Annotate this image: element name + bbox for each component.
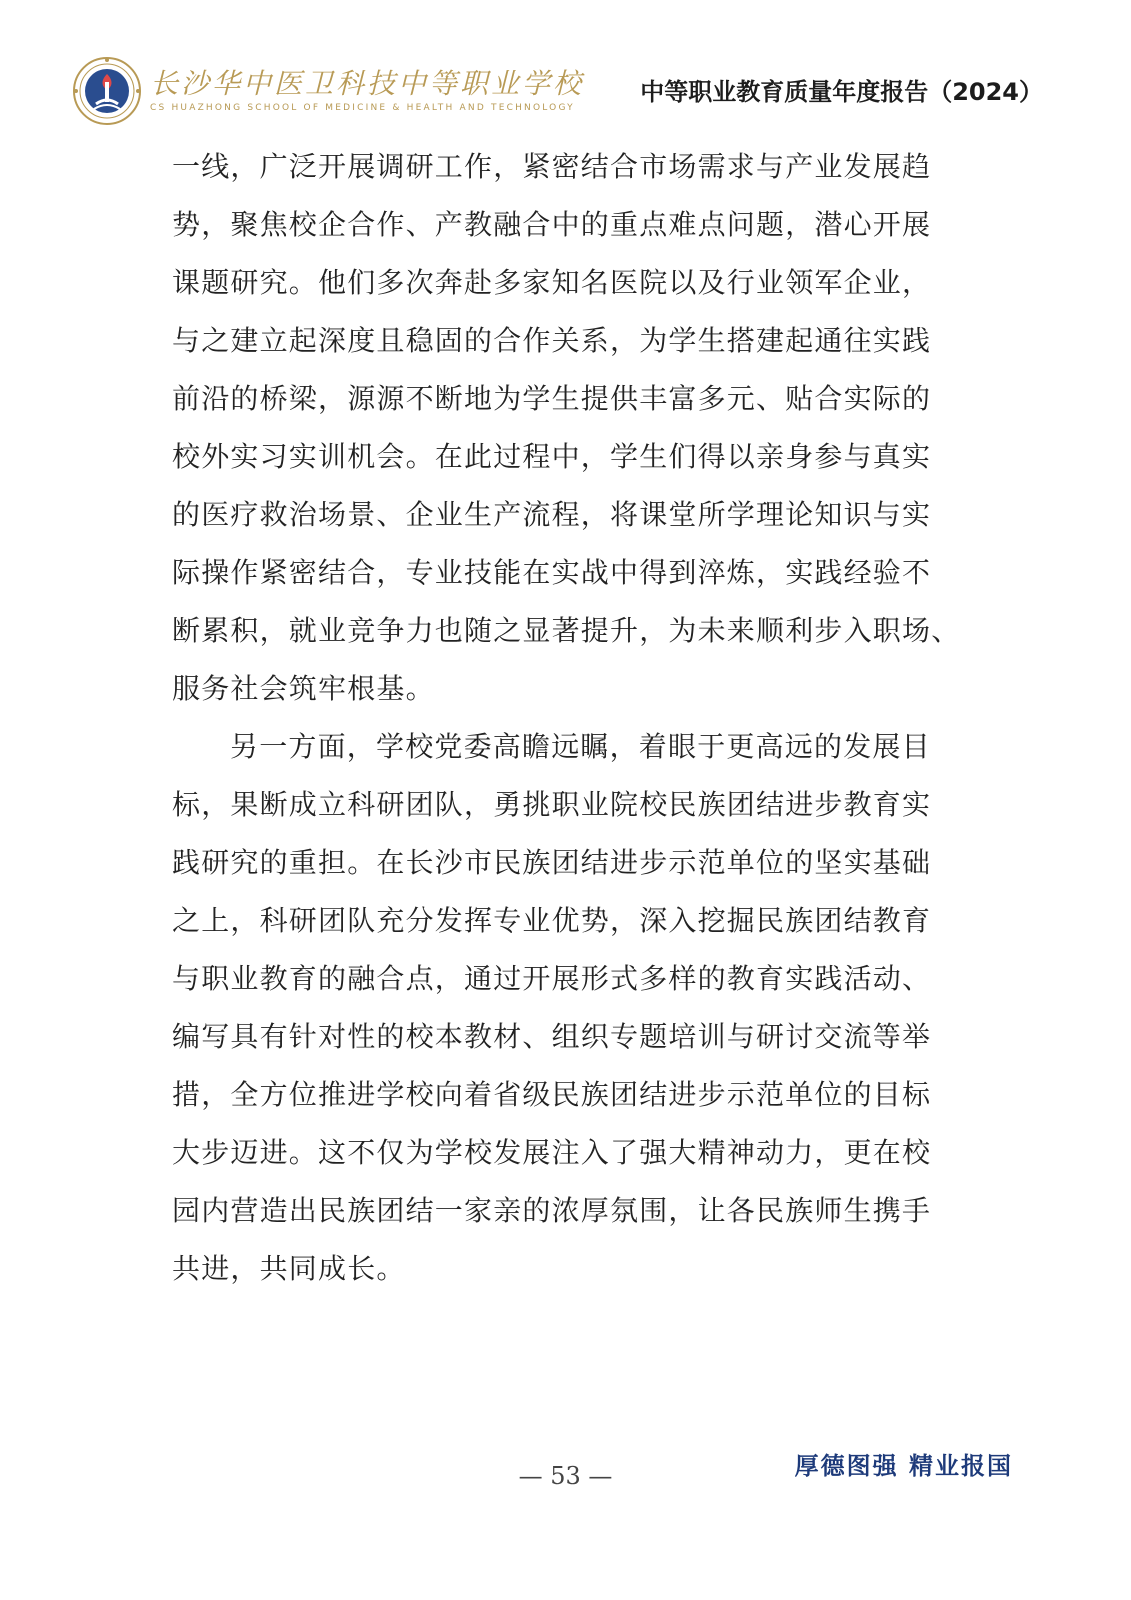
body-line: 与职业教育的融合点，通过开展形式多样的教育实践活动、 [172, 962, 932, 995]
body-line: 大步迈进。这不仅为学校发展注入了强大精神动力，更在校 [172, 1136, 932, 1169]
body-line: 服务社会筑牢根基。 [172, 672, 435, 705]
school-motto: 厚德图强 精业报国 [794, 1451, 1013, 1480]
page-header [0, 0, 1131, 130]
body-line: 际操作紧密结合，专业技能在实战中得到淬炼，实践经验不 [172, 556, 932, 589]
body-line: 断累积，就业竞争力也随之显著提升，为未来顺利步入职场、 [172, 614, 961, 647]
document-body [172, 138, 961, 1298]
page-number: — 53 — [518, 1462, 613, 1490]
body-line: 园内营造出民族团结一家亲的浓厚氛围，让各民族师生携手 [172, 1194, 932, 1227]
body-line: 的医疗救治场景、企业生产流程，将课堂所学理论知识与实 [172, 498, 932, 531]
body-line: 标，果断成立科研团队，勇挑职业院校民族团结进步教育实 [172, 788, 932, 821]
body-line: 校外实习实训机会。在此过程中，学生们得以亲身参与真实 [172, 440, 932, 473]
body-line: 共进，共同成长。 [172, 1252, 406, 1285]
body-line: 一线，广泛开展调研工作，紧密结合市场需求与产业发展趋 [172, 150, 932, 183]
body-line: 之上，科研团队充分发挥专业优势，深入挖掘民族团结教育 [172, 904, 932, 937]
body-line: 势，聚焦校企合作、产教融合中的重点难点问题，潜心开展 [172, 208, 932, 241]
body-line: 践研究的重担。在长沙市民族团结进步示范单位的坚实基础 [172, 846, 932, 879]
body-line: 与之建立起深度且稳固的合作关系，为学生搭建起通往实践 [172, 324, 932, 357]
report-title: 中等职业教育质量年度报告（2024） [640, 78, 1043, 106]
body-line: 前沿的桥梁，源源不断地为学生提供丰富多元、贴合实际的 [172, 382, 932, 415]
school-name-english: CS HUAZHONG SCHOOL OF MEDICINE & HEALTH AND TECHNOLOGY [150, 103, 575, 113]
body-line: 措，全方位推进学校向着省级民族团结进步示范单位的目标 [172, 1078, 932, 1111]
school-name: 长沙华中医卫科技中等职业学校 [150, 67, 585, 100]
school-logo-icon [72, 56, 142, 126]
body-line-paragraph-start: 另一方面，学校党委高瞻远瞩，着眼于更高远的发展目 [230, 730, 931, 763]
body-line: 编写具有针对性的校本教材、组织专题培训与研讨交流等举 [172, 1020, 932, 1053]
body-line: 课题研究。他们多次奔赴多家知名医院以及行业领军企业， [172, 266, 932, 299]
